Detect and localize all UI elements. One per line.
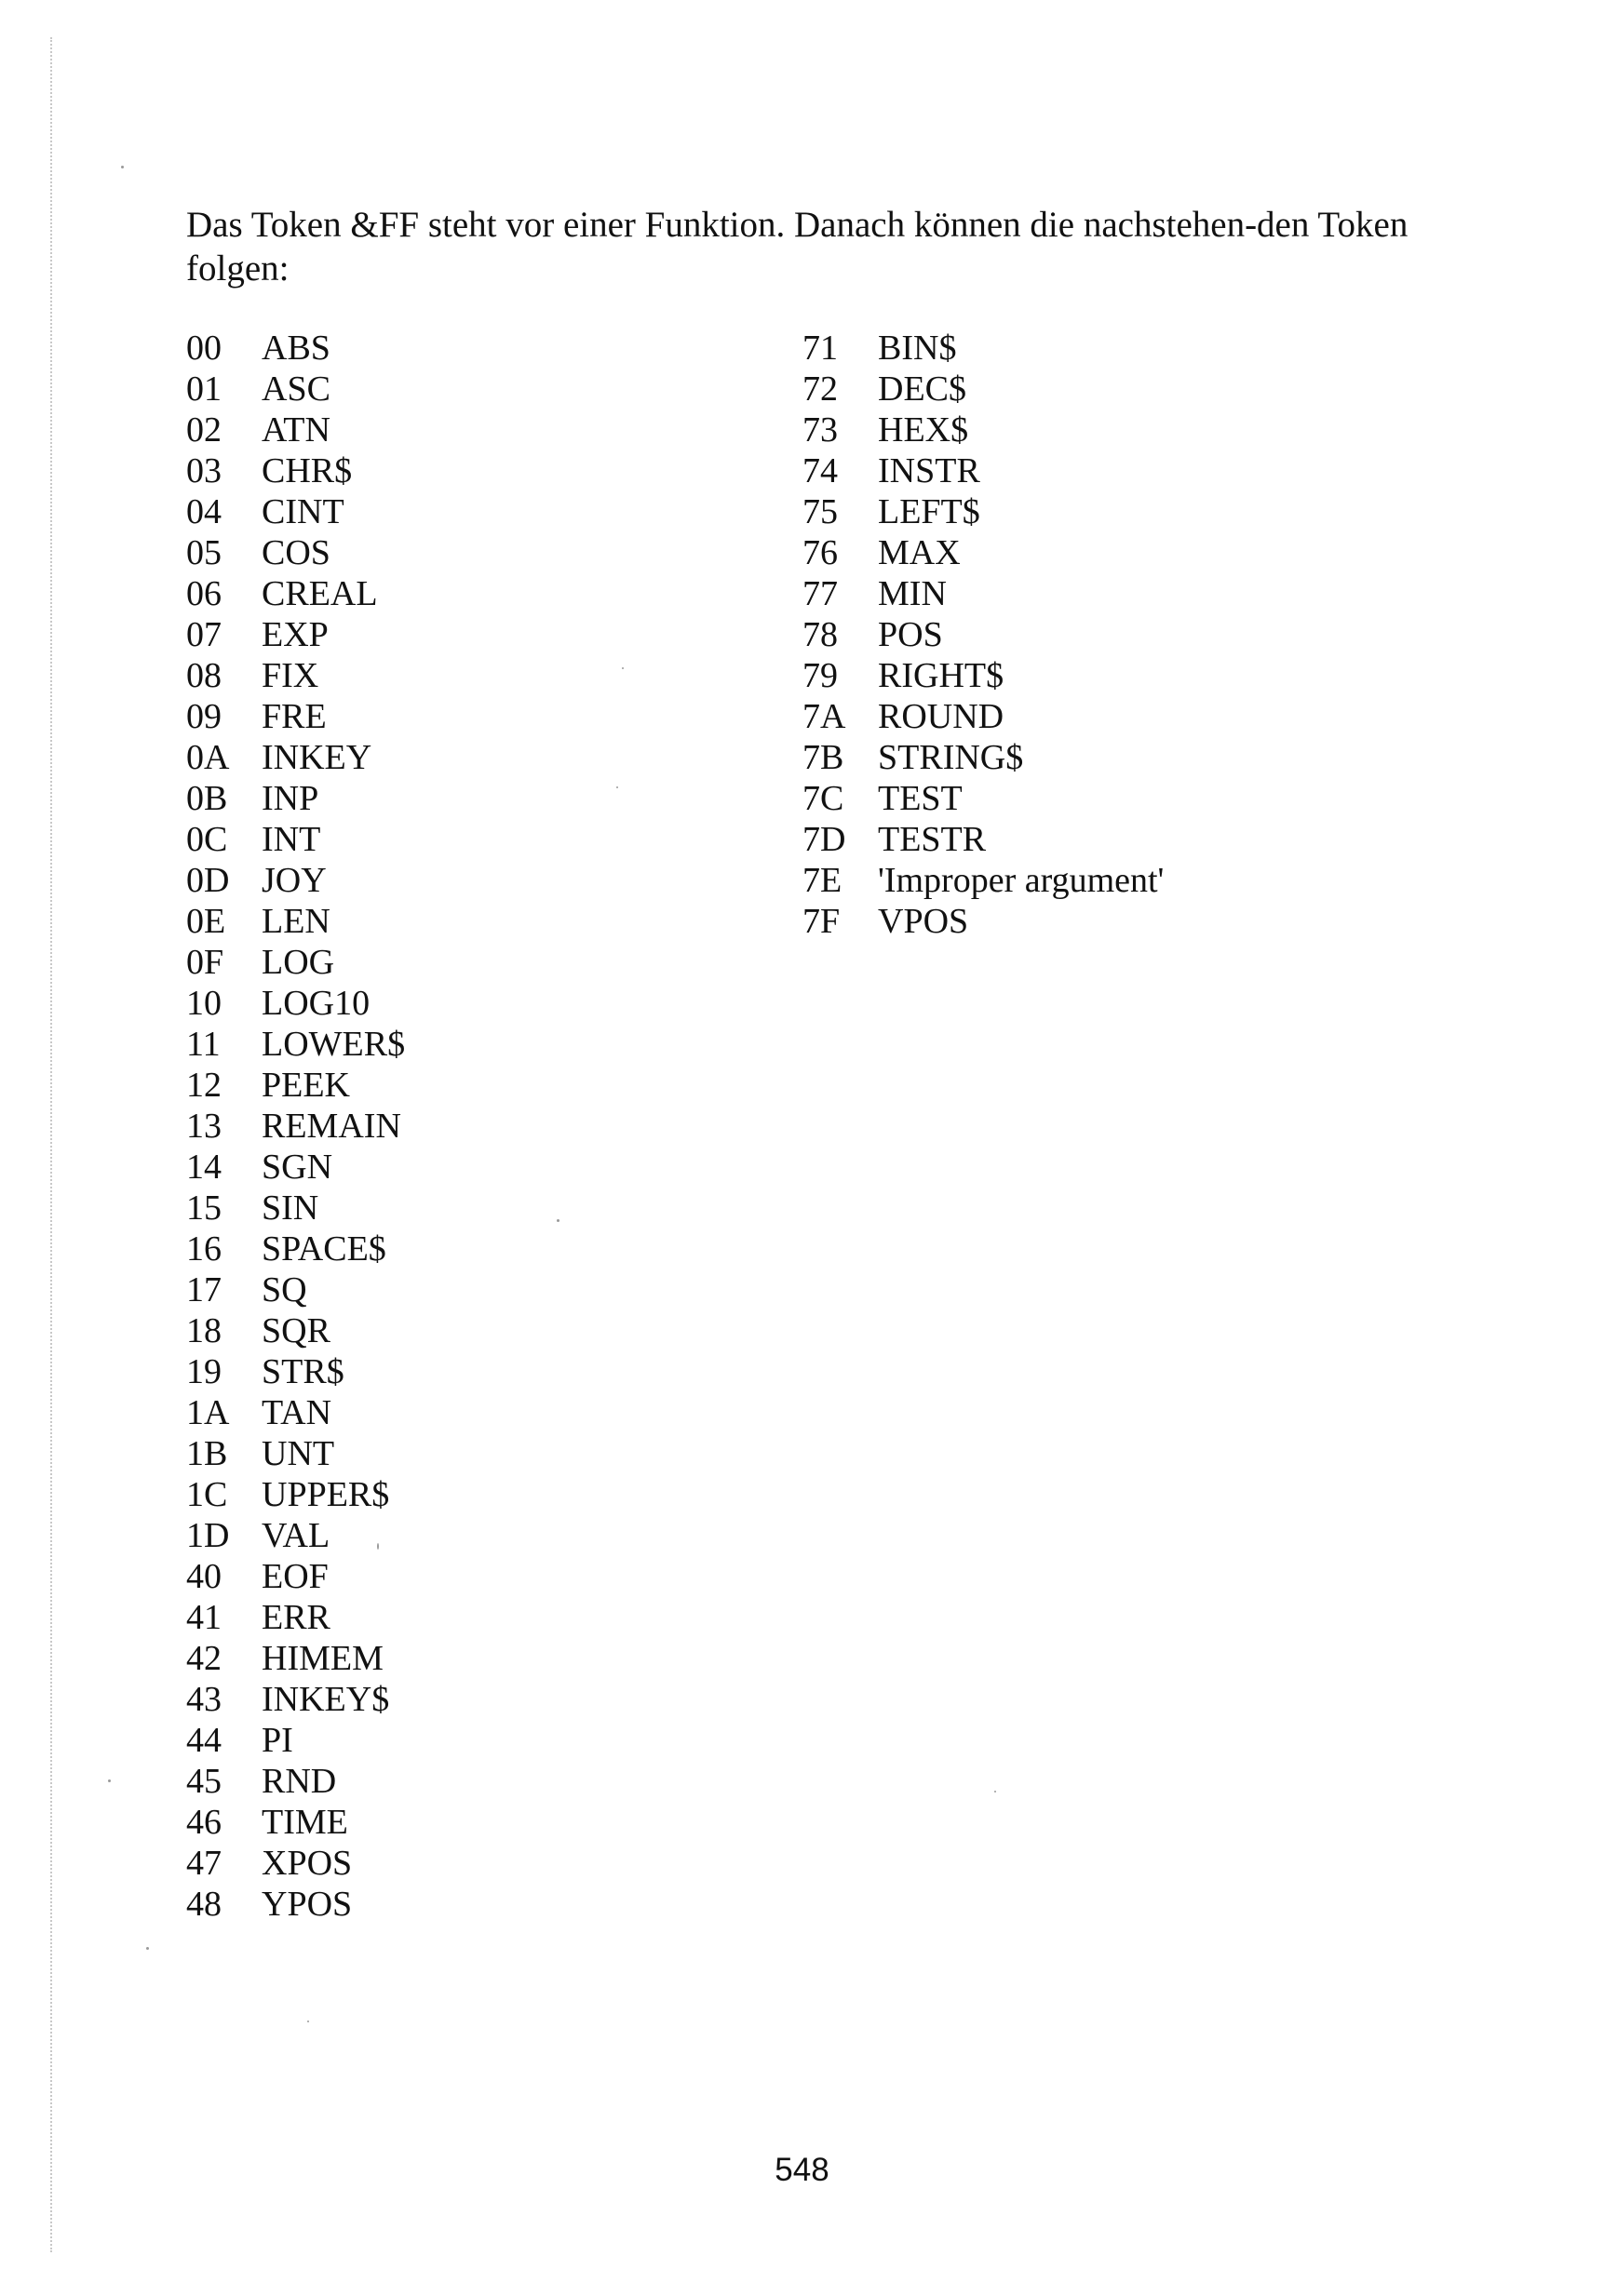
token-row (186, 1720, 405, 1761)
token-name: ROUND (878, 697, 1004, 736)
token-code: 12 (186, 1066, 222, 1105)
token-name: COS (262, 533, 330, 572)
token-row (186, 1269, 405, 1310)
token-code: 44 (186, 1721, 222, 1760)
token-row (186, 1351, 405, 1392)
token-row (802, 860, 1164, 901)
token-code: 77 (802, 574, 838, 613)
token-code: 41 (186, 1598, 222, 1637)
token-code: 04 (186, 492, 222, 531)
token-code: 1B (186, 1434, 228, 1473)
token-code: 7B (802, 738, 844, 777)
token-name: MIN (878, 574, 947, 613)
token-row (802, 532, 1164, 573)
token-code: 7C (802, 779, 844, 818)
token-name: STRING$ (878, 738, 1024, 777)
token-name: JOY (262, 861, 327, 900)
token-row (186, 696, 405, 737)
token-code: 15 (186, 1188, 222, 1228)
token-row (186, 1802, 405, 1843)
token-code: 47 (186, 1844, 222, 1883)
token-code: 1C (186, 1475, 228, 1514)
token-name: ASC (262, 369, 330, 409)
token-code: 73 (802, 410, 838, 450)
token-name: ABS (262, 329, 330, 368)
token-row (802, 491, 1164, 532)
token-row (802, 696, 1164, 737)
token-list-left (186, 328, 405, 1925)
token-row (186, 1065, 405, 1106)
token-row (186, 1310, 405, 1351)
token-code: 7D (802, 820, 846, 859)
token-code: 78 (802, 615, 838, 654)
token-code: 09 (186, 697, 222, 736)
token-name: TAN (262, 1393, 332, 1432)
token-code: 07 (186, 615, 222, 654)
token-name: SGN (262, 1148, 333, 1187)
token-code: 00 (186, 329, 222, 368)
token-row (186, 1638, 405, 1679)
token-name: HIMEM (262, 1639, 384, 1678)
token-row (802, 369, 1164, 410)
token-list-right (802, 328, 1164, 942)
token-name: REMAIN (262, 1107, 401, 1146)
token-name: LEN (262, 902, 330, 941)
token-name: DEC$ (878, 369, 966, 409)
token-code: 0E (186, 902, 226, 941)
token-row (186, 737, 405, 778)
token-name: STR$ (262, 1352, 344, 1391)
token-row (186, 778, 405, 819)
token-code: 0B (186, 779, 228, 818)
page-number: 548 (775, 2152, 829, 2188)
token-row (802, 778, 1164, 819)
token-row (186, 1188, 405, 1229)
token-row (186, 1884, 405, 1925)
token-row (186, 1761, 405, 1802)
token-name: BIN$ (878, 329, 957, 368)
token-row (802, 655, 1164, 696)
token-code: 08 (186, 656, 222, 695)
token-name: ERR (262, 1598, 330, 1637)
token-name: MAX (878, 533, 961, 572)
token-name: SQ (262, 1270, 307, 1309)
token-name: LOWER$ (262, 1025, 406, 1064)
token-row (186, 369, 405, 410)
token-row (802, 901, 1164, 942)
token-code: 72 (802, 369, 838, 409)
token-code: 79 (802, 656, 838, 695)
token-name: RIGHT$ (878, 656, 1004, 695)
token-code: 16 (186, 1229, 222, 1269)
token-code: 13 (186, 1107, 222, 1146)
scan-speck (146, 1947, 149, 1950)
token-name: YPOS (262, 1885, 353, 1924)
token-name: LOG (262, 943, 335, 982)
token-name: POS (878, 615, 943, 654)
token-row (802, 737, 1164, 778)
token-row (186, 1679, 405, 1720)
token-name: UPPER$ (262, 1475, 390, 1514)
token-row (186, 942, 405, 983)
token-code: 01 (186, 369, 222, 409)
token-name: INKEY$ (262, 1680, 390, 1719)
token-code: 1D (186, 1516, 230, 1555)
token-row (186, 532, 405, 573)
token-row (186, 1556, 405, 1597)
token-row (802, 450, 1164, 491)
token-code: 14 (186, 1148, 222, 1187)
token-code: 0D (186, 861, 230, 900)
scan-speck (994, 1791, 996, 1792)
token-row (802, 410, 1164, 450)
token-row (186, 860, 405, 901)
token-name: RND (262, 1762, 337, 1801)
token-name: SIN (262, 1188, 319, 1228)
token-row (186, 1229, 405, 1269)
token-row (186, 901, 405, 942)
intro-paragraph: Das Token &FF steht vor einer Funktion. Danach können die nachstehen-den Token folgen: (186, 205, 1409, 289)
token-name: EOF (262, 1557, 329, 1596)
binding-edge-dots (50, 37, 52, 2252)
token-code: 75 (802, 492, 838, 531)
token-name: INP (262, 779, 319, 818)
token-code: 1A (186, 1393, 230, 1432)
token-code: 06 (186, 574, 222, 613)
scan-speck (616, 786, 618, 788)
token-code: 0C (186, 820, 228, 859)
token-name: PI (262, 1721, 293, 1760)
token-name: VAL (262, 1516, 330, 1555)
token-name: LOG10 (262, 984, 371, 1023)
token-code: 02 (186, 410, 222, 450)
token-name: EXP (262, 615, 329, 654)
token-name: FIX (262, 656, 319, 695)
token-code: 46 (186, 1803, 222, 1842)
token-row (802, 573, 1164, 614)
token-row (186, 819, 405, 860)
token-code: 74 (802, 451, 838, 490)
token-row (186, 410, 405, 450)
token-code: 7A (802, 697, 846, 736)
token-code: 76 (802, 533, 838, 572)
token-name: SQR (262, 1311, 330, 1350)
token-name: INSTR (878, 451, 980, 490)
token-row (186, 1433, 405, 1474)
token-row (802, 819, 1164, 860)
token-name: CINT (262, 492, 344, 531)
token-row (186, 1147, 405, 1188)
scan-speck (108, 1779, 111, 1782)
token-row (802, 614, 1164, 655)
token-row (186, 1843, 405, 1884)
token-code: 0A (186, 738, 230, 777)
token-name: TIME (262, 1803, 348, 1842)
scan-speck (307, 2021, 309, 2022)
token-name: FRE (262, 697, 327, 736)
scan-speck (121, 166, 124, 168)
token-name: HEX$ (878, 410, 969, 450)
token-code: 43 (186, 1680, 222, 1719)
token-code: 11 (186, 1025, 221, 1064)
token-name: CHR$ (262, 451, 353, 490)
token-code: 05 (186, 533, 222, 572)
token-name: TESTR (878, 820, 987, 859)
token-row (186, 1597, 405, 1638)
token-code: 17 (186, 1270, 222, 1309)
token-name: 'Improper argument' (878, 861, 1165, 900)
token-code: 10 (186, 984, 222, 1023)
token-code: 42 (186, 1639, 222, 1678)
token-row (186, 614, 405, 655)
token-code: 18 (186, 1311, 222, 1350)
token-row (186, 1515, 405, 1556)
token-row (186, 1392, 405, 1433)
token-name: INKEY (262, 738, 372, 777)
token-row (186, 491, 405, 532)
token-row (186, 1474, 405, 1515)
token-code: 7F (802, 902, 841, 941)
token-name: INT (262, 820, 321, 859)
scan-speck (622, 667, 624, 669)
scan-speck (557, 1219, 559, 1222)
token-name: SPACE$ (262, 1229, 386, 1269)
token-name: VPOS (878, 902, 969, 941)
token-code: 0F (186, 943, 224, 982)
token-code: 03 (186, 451, 222, 490)
token-row (802, 328, 1164, 369)
token-row (186, 983, 405, 1024)
token-code: 7E (802, 861, 842, 900)
token-name: TEST (878, 779, 963, 818)
token-name: CREAL (262, 574, 378, 613)
token-name: LEFT$ (878, 492, 980, 531)
token-code: 40 (186, 1557, 222, 1596)
token-name: XPOS (262, 1844, 353, 1883)
token-row (186, 655, 405, 696)
token-code: 48 (186, 1885, 222, 1924)
token-row (186, 450, 405, 491)
token-row (186, 1106, 405, 1147)
token-code: 45 (186, 1762, 222, 1801)
token-code: 19 (186, 1352, 222, 1391)
token-name: ATN (262, 410, 330, 450)
token-code: 71 (802, 329, 838, 368)
token-name: UNT (262, 1434, 335, 1473)
token-row (186, 328, 405, 369)
token-row (186, 1024, 405, 1065)
token-row (186, 573, 405, 614)
token-name: PEEK (262, 1066, 350, 1105)
